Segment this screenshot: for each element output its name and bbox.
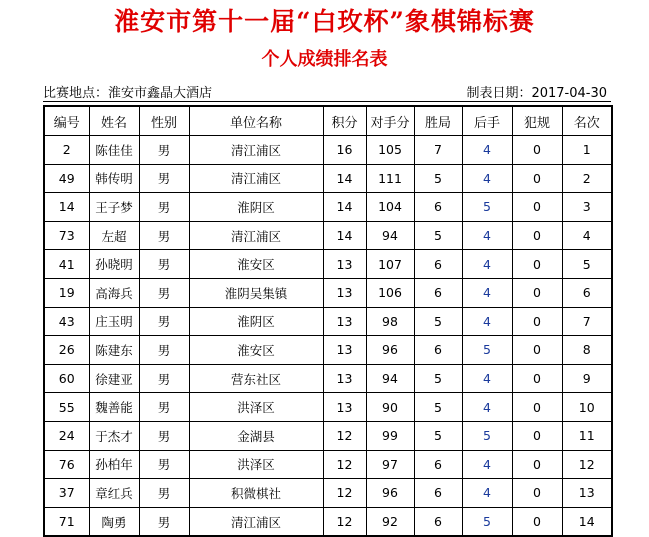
cell-col-id: 55: [44, 393, 89, 422]
cell-col-id: 14: [44, 193, 89, 222]
cell-col-gender: 男: [139, 421, 189, 450]
table-row: [44, 450, 612, 479]
header-col-rank: 名次: [562, 106, 612, 136]
cell-col-name: 陶勇: [89, 507, 139, 536]
cell-col-rank: 14: [562, 507, 612, 536]
cell-col-fouls: 0: [512, 507, 562, 536]
cell-col-unit: 清江浦区: [189, 136, 323, 165]
cell-col-unit: 淮阴吴集镇: [189, 278, 323, 307]
cell-col-fouls: 0: [512, 364, 562, 393]
cell-col-opp-points: 105: [366, 136, 414, 165]
cell-col-opp-points: 99: [366, 421, 414, 450]
cell-col-unit: 淮阴区: [189, 307, 323, 336]
cell-col-wins: 5: [414, 164, 462, 193]
cell-col-fouls: 0: [512, 393, 562, 422]
cell-col-second-move: 4: [462, 364, 512, 393]
cell-col-fouls: 0: [512, 136, 562, 165]
cell-col-wins: 6: [414, 507, 462, 536]
cell-col-name: 韩传明: [89, 164, 139, 193]
table-row: [44, 221, 612, 250]
cell-col-second-move: 4: [462, 479, 512, 508]
cell-col-points: 12: [323, 507, 366, 536]
header-col-second-move: 后手: [462, 106, 512, 136]
cell-col-id: 41: [44, 250, 89, 279]
cell-col-fouls: 0: [512, 479, 562, 508]
cell-col-second-move: 5: [462, 421, 512, 450]
cell-col-name: 陈佳佳: [89, 136, 139, 165]
cell-col-points: 13: [323, 250, 366, 279]
cell-col-unit: 金湖县: [189, 421, 323, 450]
cell-col-gender: 男: [139, 278, 189, 307]
cell-col-unit: 积微棋社: [189, 479, 323, 508]
cell-col-fouls: 0: [512, 278, 562, 307]
cell-col-opp-points: 107: [366, 250, 414, 279]
cell-col-fouls: 0: [512, 250, 562, 279]
cell-col-id: 49: [44, 164, 89, 193]
cell-col-gender: 男: [139, 136, 189, 165]
cell-col-rank: 4: [562, 221, 612, 250]
cell-col-wins: 5: [414, 307, 462, 336]
cell-col-points: 14: [323, 221, 366, 250]
cell-col-id: 26: [44, 336, 89, 365]
cell-col-second-move: 5: [462, 193, 512, 222]
header-col-gender: 性别: [139, 106, 189, 136]
cell-col-fouls: 0: [512, 336, 562, 365]
cell-col-rank: 11: [562, 421, 612, 450]
cell-col-gender: 男: [139, 479, 189, 508]
cell-col-unit: 淮阴区: [189, 193, 323, 222]
cell-col-points: 12: [323, 421, 366, 450]
cell-col-points: 13: [323, 278, 366, 307]
cell-col-fouls: 0: [512, 307, 562, 336]
header-col-points: 积分: [323, 106, 366, 136]
cell-col-wins: 6: [414, 479, 462, 508]
cell-col-rank: 13: [562, 479, 612, 508]
cell-col-opp-points: 94: [366, 221, 414, 250]
cell-col-id: 19: [44, 278, 89, 307]
cell-col-gender: 男: [139, 221, 189, 250]
cell-col-wins: 5: [414, 221, 462, 250]
cell-col-name: 章红兵: [89, 479, 139, 508]
cell-col-wins: 5: [414, 393, 462, 422]
cell-col-opp-points: 90: [366, 393, 414, 422]
header-col-opp-points: 对手分: [366, 106, 414, 136]
cell-col-rank: 1: [562, 136, 612, 165]
cell-col-wins: 6: [414, 193, 462, 222]
table-row: [44, 479, 612, 508]
cell-col-gender: 男: [139, 193, 189, 222]
cell-col-name: 徐建亚: [89, 364, 139, 393]
cell-col-opp-points: 96: [366, 479, 414, 508]
cell-col-id: 37: [44, 479, 89, 508]
cell-col-second-move: 4: [462, 450, 512, 479]
cell-col-wins: 6: [414, 450, 462, 479]
table-body: [44, 136, 612, 537]
cell-col-name: 王子梦: [89, 193, 139, 222]
cell-col-fouls: 0: [512, 193, 562, 222]
header-col-unit: 单位名称: [189, 106, 323, 136]
table-row: [44, 507, 612, 536]
table-row: [44, 136, 612, 165]
cell-col-second-move: 4: [462, 221, 512, 250]
cell-col-second-move: 5: [462, 507, 512, 536]
header-col-id: 编号: [44, 106, 89, 136]
cell-col-points: 12: [323, 479, 366, 508]
cell-col-name: 魏善能: [89, 393, 139, 422]
cell-col-gender: 男: [139, 393, 189, 422]
cell-col-fouls: 0: [512, 450, 562, 479]
cell-col-id: 71: [44, 507, 89, 536]
table-row: [44, 164, 612, 193]
cell-col-second-move: 4: [462, 393, 512, 422]
venue-label: 比赛地点：淮安市鑫晶大酒店: [43, 86, 213, 101]
table-row: [44, 336, 612, 365]
cell-col-rank: 7: [562, 307, 612, 336]
cell-col-unit: 营东社区: [189, 364, 323, 393]
cell-col-wins: 6: [414, 250, 462, 279]
table-header-row: [44, 106, 612, 136]
page-subtitle: 个人成绩排名表: [261, 49, 388, 70]
cell-col-rank: 10: [562, 393, 612, 422]
cell-col-unit: 淮安区: [189, 336, 323, 365]
cell-col-points: 12: [323, 450, 366, 479]
cell-col-fouls: 0: [512, 221, 562, 250]
cell-col-unit: 淮安区: [189, 250, 323, 279]
cell-col-name: 于杰才: [89, 421, 139, 450]
cell-col-id: 43: [44, 307, 89, 336]
ranking-table: [43, 105, 613, 537]
cell-col-second-move: 4: [462, 250, 512, 279]
cell-col-rank: 3: [562, 193, 612, 222]
cell-col-wins: 7: [414, 136, 462, 165]
cell-col-unit: 清江浦区: [189, 507, 323, 536]
cell-col-opp-points: 111: [366, 164, 414, 193]
cell-col-opp-points: 92: [366, 507, 414, 536]
cell-col-rank: 2: [562, 164, 612, 193]
cell-col-opp-points: 97: [366, 450, 414, 479]
table-row: [44, 250, 612, 279]
cell-col-wins: 6: [414, 278, 462, 307]
cell-col-opp-points: 94: [366, 364, 414, 393]
cell-col-rank: 5: [562, 250, 612, 279]
cell-col-points: 13: [323, 336, 366, 365]
cell-col-unit: 洪泽区: [189, 450, 323, 479]
cell-col-gender: 男: [139, 364, 189, 393]
cell-col-fouls: 0: [512, 164, 562, 193]
cell-col-name: 孙晓明: [89, 250, 139, 279]
cell-col-opp-points: 96: [366, 336, 414, 365]
cell-col-points: 14: [323, 193, 366, 222]
cell-col-id: 76: [44, 450, 89, 479]
cell-col-id: 24: [44, 421, 89, 450]
cell-col-gender: 男: [139, 164, 189, 193]
cell-col-second-move: 4: [462, 136, 512, 165]
cell-col-points: 13: [323, 307, 366, 336]
cell-col-points: 14: [323, 164, 366, 193]
cell-col-unit: 洪泽区: [189, 393, 323, 422]
cell-col-second-move: 4: [462, 307, 512, 336]
cell-col-name: 陈建东: [89, 336, 139, 365]
cell-col-points: 13: [323, 393, 366, 422]
cell-col-gender: 男: [139, 336, 189, 365]
cell-col-gender: 男: [139, 450, 189, 479]
header-col-fouls: 犯规: [512, 106, 562, 136]
cell-col-second-move: 4: [462, 278, 512, 307]
cell-col-id: 73: [44, 221, 89, 250]
cell-col-wins: 6: [414, 336, 462, 365]
cell-col-opp-points: 104: [366, 193, 414, 222]
cell-col-unit: 清江浦区: [189, 164, 323, 193]
cell-col-rank: 9: [562, 364, 612, 393]
page-title: 淮安市第十一届“白玫杯”象棋锦标赛: [114, 7, 535, 36]
cell-col-name: 左超: [89, 221, 139, 250]
cell-col-name: 高海兵: [89, 278, 139, 307]
cell-col-wins: 5: [414, 364, 462, 393]
table-row: [44, 393, 612, 422]
date-label: 制表日期：2017-04-30: [466, 86, 607, 101]
cell-col-second-move: 5: [462, 336, 512, 365]
cell-col-name: 庄玉明: [89, 307, 139, 336]
table-row: [44, 278, 612, 307]
cell-col-rank: 8: [562, 336, 612, 365]
cell-col-second-move: 4: [462, 164, 512, 193]
cell-col-name: 孙柏年: [89, 450, 139, 479]
cell-col-wins: 5: [414, 421, 462, 450]
header-col-name: 姓名: [89, 106, 139, 136]
cell-col-fouls: 0: [512, 421, 562, 450]
cell-col-id: 2: [44, 136, 89, 165]
cell-col-rank: 6: [562, 278, 612, 307]
table-row: [44, 421, 612, 450]
header-col-wins: 胜局: [414, 106, 462, 136]
table-row: [44, 307, 612, 336]
cell-col-opp-points: 106: [366, 278, 414, 307]
table-row: [44, 364, 612, 393]
cell-col-points: 13: [323, 364, 366, 393]
cell-col-points: 16: [323, 136, 366, 165]
cell-col-unit: 清江浦区: [189, 221, 323, 250]
cell-col-gender: 男: [139, 250, 189, 279]
cell-col-gender: 男: [139, 307, 189, 336]
cell-col-gender: 男: [139, 507, 189, 536]
cell-col-id: 60: [44, 364, 89, 393]
table-row: [44, 193, 612, 222]
header-divider: [43, 101, 611, 102]
cell-col-opp-points: 98: [366, 307, 414, 336]
cell-col-rank: 12: [562, 450, 612, 479]
